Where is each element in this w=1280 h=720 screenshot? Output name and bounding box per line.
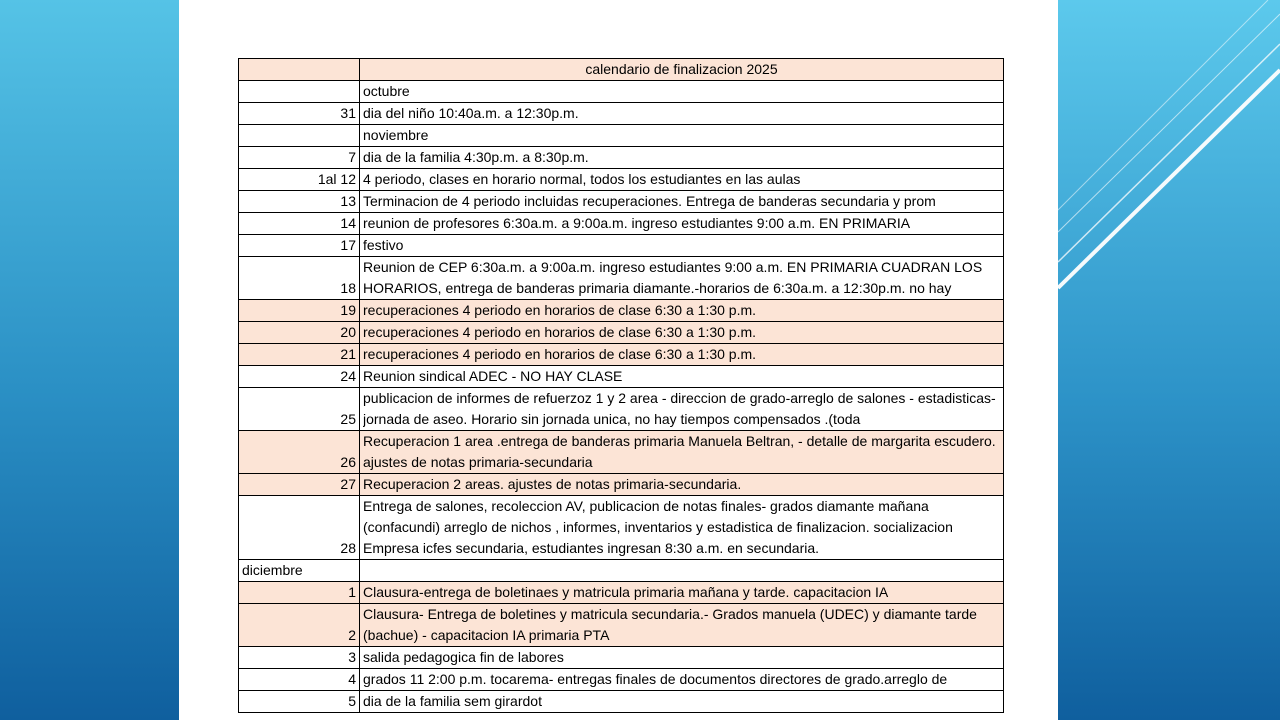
day-cell[interactable]: 13 — [239, 191, 360, 213]
day-cell[interactable]: 1 — [239, 582, 360, 604]
table-row — [239, 582, 1004, 604]
table-row — [239, 691, 1004, 713]
background-right-panel — [1058, 0, 1280, 720]
table-row — [239, 496, 1004, 560]
table-row — [239, 125, 1004, 147]
event-cell[interactable]: salida pedagogica fin de labores — [360, 647, 1004, 669]
day-cell[interactable] — [239, 81, 360, 103]
event-cell[interactable]: dia del niño 10:40a.m. a 12:30p.m. — [360, 103, 1004, 125]
event-text: Reunion de CEP 6:30a.m. a 9:00a.m. ingreso estudiantes 9:00 a.m. EN PRIMARIA CUADRAN LOS HORARIOS, entrega de banderas primaria diamante.-horarios de 6:30a.m. a 12:30p.m. no hay — [363, 259, 983, 296]
day-cell[interactable]: 28 — [239, 496, 360, 560]
table-row — [239, 647, 1004, 669]
day-cell[interactable]: 14 — [239, 213, 360, 235]
day-cell[interactable]: 17 — [239, 235, 360, 257]
day-cell[interactable]: 4 — [239, 669, 360, 691]
table-row — [239, 147, 1004, 169]
event-cell[interactable]: recuperaciones 4 periodo en horarios de clase 6:30 a 1:30 p.m. — [360, 300, 1004, 322]
table-row — [239, 560, 1004, 582]
table-row — [239, 103, 1004, 125]
event-cell[interactable]: Recuperacion 2 areas. ajustes de notas primaria-secundaria. — [360, 474, 1004, 496]
table-row — [239, 604, 1004, 647]
event-cell[interactable]: dia de la familia sem girardot — [360, 691, 1004, 713]
day-cell[interactable]: 31 — [239, 103, 360, 125]
day-cell[interactable]: 27 — [239, 474, 360, 496]
background-left-panel — [0, 0, 179, 720]
day-cell[interactable]: 25 — [239, 388, 360, 431]
day-cell[interactable]: 26 — [239, 431, 360, 474]
table-row — [239, 669, 1004, 691]
table-row — [239, 191, 1004, 213]
table-row — [239, 235, 1004, 257]
day-cell[interactable]: 18 — [239, 257, 360, 300]
day-cell[interactable]: 3 — [239, 647, 360, 669]
day-cell[interactable]: 7 — [239, 147, 360, 169]
day-cell[interactable]: 2 — [239, 604, 360, 647]
event-cell[interactable] — [360, 431, 1004, 474]
event-text: Clausura- Entrega de boletines y matricula secundaria.- Grados manuela (UDEC) y diamante tarde (bachue) - capacitacion IA primaria PTA — [363, 606, 977, 643]
event-cell[interactable]: grados 11 2:00 p.m. tocarema- entregas finales de documentos directores de grado.arreglo de — [360, 669, 1004, 691]
table-row — [239, 344, 1004, 366]
event-cell[interactable]: dia de la familia 4:30p.m. a 8:30p.m. — [360, 147, 1004, 169]
event-text: publicacion de informes de refuerzoz 1 y 2 area - direccion de grado-arreglo de salones - estadisticas-jornada de aseo. Horario sin jornada unica, no hay tiempos compensados .(toda — [363, 390, 996, 427]
day-cell[interactable]: 21 — [239, 344, 360, 366]
table-row — [239, 213, 1004, 235]
event-cell[interactable] — [360, 604, 1004, 647]
event-cell[interactable]: recuperaciones 4 periodo en horarios de clase 6:30 a 1:30 p.m. — [360, 344, 1004, 366]
event-cell[interactable] — [360, 496, 1004, 560]
table-row — [239, 366, 1004, 388]
title-spacer-cell[interactable] — [239, 59, 360, 81]
event-cell[interactable]: reunion de profesores 6:30a.m. a 9:00a.m. ingreso estudiantes 9:00 a.m. EN PRIMARIA — [360, 213, 1004, 235]
table-row — [239, 169, 1004, 191]
event-cell[interactable]: 4 periodo, clases en horario normal, todos los estudiantes en las aulas — [360, 169, 1004, 191]
day-cell[interactable]: 1al 12 — [239, 169, 360, 191]
table-row — [239, 474, 1004, 496]
table-title-row — [239, 59, 1004, 81]
event-cell[interactable]: noviembre — [360, 125, 1004, 147]
event-cell[interactable] — [360, 560, 1004, 582]
calendar-table — [238, 58, 1004, 713]
event-cell[interactable] — [360, 388, 1004, 431]
day-cell[interactable]: 20 — [239, 322, 360, 344]
event-text: Recuperacion 1 area .entrega de banderas primaria Manuela Beltran, - detalle de margarita escudero. ajustes de notas primaria-secundaria — [363, 433, 996, 470]
event-cell[interactable]: Terminacion de 4 periodo incluidas recuperaciones. Entrega de banderas secundaria y prom — [360, 191, 1004, 213]
table-row — [239, 81, 1004, 103]
table-title[interactable]: calendario de finalizacion 2025 — [360, 59, 1004, 81]
event-text: Entrega de salones, recoleccion AV, publicacion de notas finales- grados diamante mañana (confacundi) arreglo de nichos , informes, inventarios y estadistica de finalizacion. socializacion Empresa icfes secundaria, estudiantes ingresan 8:30 a.m. en secundaria. — [363, 498, 953, 556]
table-row — [239, 322, 1004, 344]
event-cell[interactable]: octubre — [360, 81, 1004, 103]
event-cell[interactable]: festivo — [360, 235, 1004, 257]
table-row — [239, 388, 1004, 431]
day-cell[interactable]: diciembre — [239, 560, 360, 582]
table-row — [239, 300, 1004, 322]
day-cell[interactable]: 24 — [239, 366, 360, 388]
day-cell[interactable] — [239, 125, 360, 147]
event-cell[interactable]: Clausura-entrega de boletinaes y matricula primaria mañana y tarde. capacitacion IA — [360, 582, 1004, 604]
event-cell[interactable]: recuperaciones 4 periodo en horarios de clase 6:30 a 1:30 p.m. — [360, 322, 1004, 344]
event-cell[interactable] — [360, 257, 1004, 300]
event-cell[interactable]: Reunion sindical ADEC - NO HAY CLASE — [360, 366, 1004, 388]
day-cell[interactable]: 5 — [239, 691, 360, 713]
table-row — [239, 431, 1004, 474]
day-cell[interactable]: 19 — [239, 300, 360, 322]
table-row — [239, 257, 1004, 300]
decorative-lines-icon — [1058, 0, 1280, 720]
